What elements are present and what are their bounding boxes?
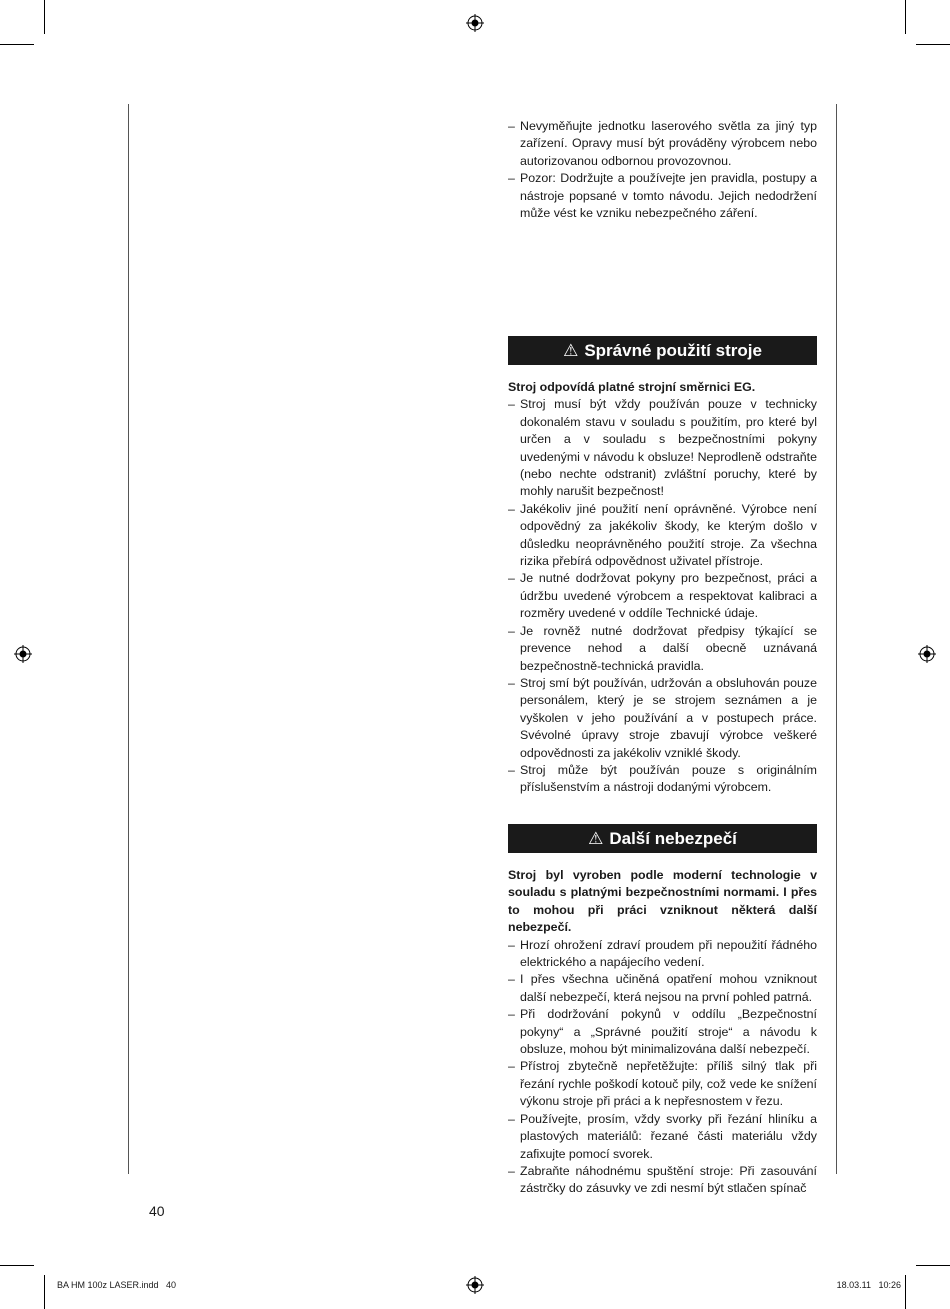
warning-icon: ⚠ (563, 340, 579, 360)
list-item: – Jakékoliv jiné použití není oprávněné. Výrobce není odpovědný za jakékoliv škody, ke kterým došlo v důsledku neoprávněného použití stroje. Za všechna rizika přebírá odpovědnost uživatel přístroje. (508, 501, 817, 571)
list-item: – Hrozí ohrožení zdraví proudem při nepoužití řádného elektrického a napájecího vedení. (508, 937, 817, 972)
list-item: – Při dodržování pokynů v oddílu „Bezpečnostní pokyny“ a „Správné použití stroje“ a návodu k obsluze, mohou být minimalizována další nebezpečí. (508, 1006, 817, 1058)
crop-mark (44, 1275, 45, 1309)
list-item: – Používejte, prosím, vždy svorky při řezání hliníku a plastových materiálů: řezané části materiálu vždy zafixujte pomocí svorek. (508, 1111, 817, 1163)
date-slug: 18.03.11 10:26 (836, 1280, 901, 1290)
crop-mark (916, 1265, 950, 1266)
page-number: 40 (149, 1203, 165, 1219)
section-title: Další nebezpečí (609, 828, 737, 848)
file-slug: BA HM 100z LASER.indd 40 (57, 1280, 177, 1290)
list-item: – Stroj musí být vždy používán pouze v technicky dokonalém stavu v souladu s použitím, pro které byl určen a v souladu s bezpečnostními pokyny uvedenými v návodu k obsluze! Neprodleně odstraňte (nebo nechte odstranit) zvláštní poruchy, které by mohly narušit bezpečnost! (508, 396, 817, 500)
list-item: – I přes všechna učiněná opatření mohou vzniknout další nebezpečí, která nejsou na první pohled patrná. (508, 971, 817, 1006)
list-item: – Stroj smí být používán, udržován a obsluhován pouze personálem, který je se strojem seznámen a je vyškolen v jeho používání a v postupech práce. Svévolné úpravy stroje zbavují výrobce veškeré odpovědnosti za jakékoliv vzniklé škody. (508, 675, 817, 762)
section-title: Správné použití stroje (584, 340, 762, 360)
list-item: – Je rovněž nutné dodržovat předpisy týkající se prevence nehod a další obecně uznávaná bezpečnostně-technická pravidla. (508, 623, 817, 675)
section2-body (508, 867, 817, 1198)
column-rule-right (836, 104, 837, 1174)
intro-list (508, 118, 817, 222)
section1-body (508, 379, 817, 797)
section-heading-intended-use (508, 336, 817, 365)
warning-icon: ⚠ (588, 828, 604, 848)
registration-mark-icon (918, 645, 936, 663)
list-item: – Je nutné dodržovat pokyny pro bezpečnost, práci a údržbu uvedené výrobcem a respektovat kalibraci a rozměry uvedené v oddíle Technické údaje. (508, 570, 817, 622)
crop-mark (0, 1265, 34, 1266)
registration-mark-icon (466, 14, 484, 32)
crop-mark (905, 0, 906, 34)
registration-mark-icon (466, 1276, 484, 1294)
crop-mark (916, 44, 950, 45)
registration-mark-icon (14, 645, 32, 663)
list-item: – Stroj může být používán pouze s originálním příslušenstvím a nástroji dodanými výrobcem. (508, 762, 817, 797)
crop-mark (44, 0, 45, 34)
crop-mark (905, 1275, 906, 1309)
list-item: – Zabraňte náhodnému spuštění stroje: Při zasouvání zástrčky do zásuvky ve zdi nesmí být stlačen spínač (508, 1163, 817, 1198)
section-lead: Stroj odpovídá platné strojní směrnici EG. (508, 380, 756, 394)
list-item: – Pozor: Dodržujte a používejte jen pravidla, postupy a nástroje popsané v tomto návodu. Jejich nedodržení může vést ke vzniku nebezpečného záření. (508, 170, 817, 222)
section-lead: Stroj byl vyroben podle moderní technologie v souladu s platnými bezpečnostními normami. I přes to mohou při práci vzniknout některá další nebezpečí. (508, 868, 817, 935)
crop-mark (0, 44, 34, 45)
list-item: – Přístroj zbytečně nepřetěžujte: příliš silný tlak při řezání rychle poškodí kotouč pily, což vede ke snížení výkonu stroje při práci a k nepřesnostem v řezu. (508, 1058, 817, 1110)
section-heading-residual-risks (508, 824, 817, 853)
column-rule-left (128, 104, 129, 1174)
list-item: – Nevyměňujte jednotku laserového světla za jiný typ zařízení. Opravy musí být prováděny výrobcem nebo autorizovanou odbornou provozovnou. (508, 118, 817, 170)
